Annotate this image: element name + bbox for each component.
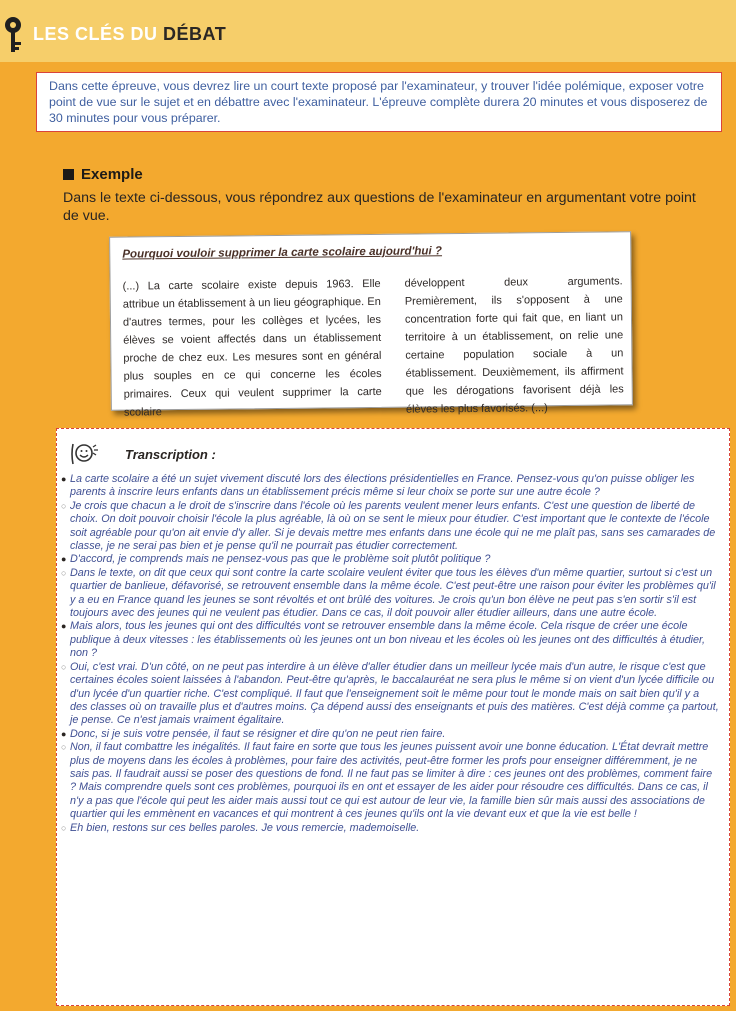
key-icon	[2, 14, 32, 54]
dialog-text: Eh bien, restons sur ces belles paroles. Je vous remercie, mademoiselle.	[70, 821, 420, 834]
examiner-line	[61, 620, 719, 660]
square-bullet-icon	[63, 169, 74, 180]
hollow-bullet-icon: ○	[61, 742, 67, 753]
bullet-icon: ●	[61, 474, 67, 484]
article-title: Pourquoi vouloir supprimer la carte scolaire aujourd'hui ?	[122, 244, 443, 261]
example-description: Dans le texte ci-dessous, vous répondrez aux questions de l'examinateur en argumentant votre point de vue.	[63, 190, 696, 224]
bullet-icon: ●	[61, 728, 67, 739]
hollow-bullet-icon: ○	[61, 500, 67, 511]
hollow-bullet-icon: ○	[61, 567, 67, 578]
examiner-line	[61, 553, 719, 566]
examiner-line	[61, 728, 719, 741]
candidate-line	[61, 661, 719, 728]
dialog-text: Non, il faut combattre les inégalités. Il faut faire en sorte que tous les jeunes puissent avoir une bonne éducation. L'État devrait mettre plus de moyens dans les écoles à problèmes, pour faire des activités, peut-être former les profs pour enseigner différemment, je ne sais pas. Il faudrait aussi se poser des questions de fond. Il ne faut pas se limiter à dire : ces jeunes ont des problèmes, comment faire ? Mais comprendre quels sont ces problèmes, pourquoi ils en ont et essayer de les aider pour résoudre ces difficultés. Dans ce cas, il n'y a pas que l'école qui peut les aider mais aussi tout ce qui est autour de leur vie, la famille bien sûr mais aussi des associations de quartier qui les emmènent en vacances et qui montrent à ces jeunes qu'ils ont la vie devant eux et que la vie est belle !	[70, 741, 713, 821]
candidate-line	[61, 741, 719, 821]
intro-box	[36, 72, 722, 132]
candidate-line	[61, 500, 719, 554]
candidate-line	[61, 822, 719, 835]
candidate-line	[61, 567, 719, 621]
hollow-bullet-icon: ○	[61, 661, 67, 672]
intro-text: Dans cette épreuve, vous devrez lire un court texte proposé par l'examinateur, y trouver l'idée polémique, exposer votre point de vue sur le sujet et en débattre avec l'examinateur. L'épreuve complète durera 20 minutes et vous disposerez de 30 minutes pour vous préparer.	[49, 79, 708, 125]
article-column-2: développent deux arguments. Premièrement, ils s'opposent à une concentration forte qui fait que, en liant un territoire à un établissement, on relie une certaine population sociale à un établissement. Deuxièmement, ils affirment que les dérogations favorisent déjà les élèves les plus favorisés. (...)	[404, 275, 624, 416]
dialog-text: D'accord, je comprends mais ne pensez-vous pas que le problème soit plutôt politique ?	[70, 553, 491, 566]
speaking-face-icon	[69, 441, 99, 467]
dialog-lines	[61, 473, 719, 835]
article-card	[109, 231, 633, 419]
dialog-text: La carte scolaire a été un sujet vivement discuté lors des élections présidentielles en France. Pensez-vous qu'on puisse obliger les parents à inscrire leurs enfants dans un établissement précis même si leur choix se porte sur une autre école ?	[70, 473, 695, 499]
dialog-text: Donc, si je suis votre pensée, il faut se résigner et dire qu'on ne peut rien faire.	[70, 727, 446, 740]
dialog-text: Oui, c'est vrai. D'un côté, on ne peut pas interdire à un élève d'aller étudier dans un meilleur lycée mais d'un autre, le risque c'est que certaines écoles soient laissées à l'abandon. Peut-être qu'après, le baccalauréat ne sera plus le même si on vient d'un lycée difficile ou d'un lycée d'un quartier riche. C'est compliqué. Il faut que l'enseignement soit le même pour tout le monde mais on sait bien qu'il y a des classes où on travaille plus et d'autres moins. Ça dépend aussi des enseignants et puis des matières. C'est déjà comme ça partout, je pense. Ce n'est jamais vraiment égalitaire.	[70, 660, 719, 727]
example-heading	[63, 166, 143, 183]
example-heading-text: Exemple	[81, 166, 143, 183]
dialog-text: Dans le texte, on dit que ceux qui sont contre la carte scolaire veulent éviter que tous les élèves d'un même quartier, surtout si c'est un quartier de banlieue, défavorisé, se retrouvent ensemble dans la même école. C'est peut-être une raison pour éviter les problèmes qu'il y a eu en France quand les jeunes se sont révoltés et ont brûlé des voitures. Je crois qu'un bon élève ne peut pas s'en sortir s'il est toujours avec des jeunes qui ne veulent pas étudier. Dans ce cas, il doit pouvoir aller étudier ailleurs, dans une autre école.	[70, 566, 716, 620]
examiner-line	[61, 473, 719, 500]
dialog-text: Mais alors, tous les jeunes qui ont des difficultés vont se retrouver ensemble dans la même école. Cela risque de créer une école publique à deux vitesses : les établissements où les jeunes ont un bon niveau et les écoles où les jeunes ont des difficultés à étudier, non ?	[70, 620, 706, 660]
transcription-title: Transcription :	[125, 447, 216, 462]
transcription-box	[56, 428, 730, 1006]
bullet-icon: ●	[61, 621, 67, 632]
article-column-1: (...) La carte scolaire existe depuis 1963. Elle attribue un établissement à un lieu géographique. En d'autres termes, pour les collèges et lycées, les élèves se voient affectés dans un établissement proche de chez eux. Les mesures sont en général plus souples en ce qui concerne les écoles primaires. Ceux qui veulent supprimer la carte scolaire	[122, 277, 382, 419]
header-band	[0, 0, 736, 62]
section-title	[33, 24, 226, 45]
section-title-part1: LES CLÉS DU	[33, 24, 158, 44]
hollow-bullet-icon: ○	[61, 822, 67, 833]
section-title-part2: DÉBAT	[163, 24, 227, 44]
dialog-text: Je crois que chacun a le droit de s'inscrire dans l'école où les parents veulent mener leurs enfants. C'est une question de liberté de choix. On doit pouvoir choisir l'école la plus agréable, là où on se sent le mieux pour étudier. C'est important que le contexte de l'école soit agréable pour qu'on ait envie d'y aller. Si je devais mettre mes enfants dans une école qui ne me plaît pas, sans ses camarades de classe, je ne serai pas bien et je pense qu'il ne pourrait pas étudier correctement.	[70, 499, 716, 553]
bullet-icon: ●	[61, 554, 67, 565]
